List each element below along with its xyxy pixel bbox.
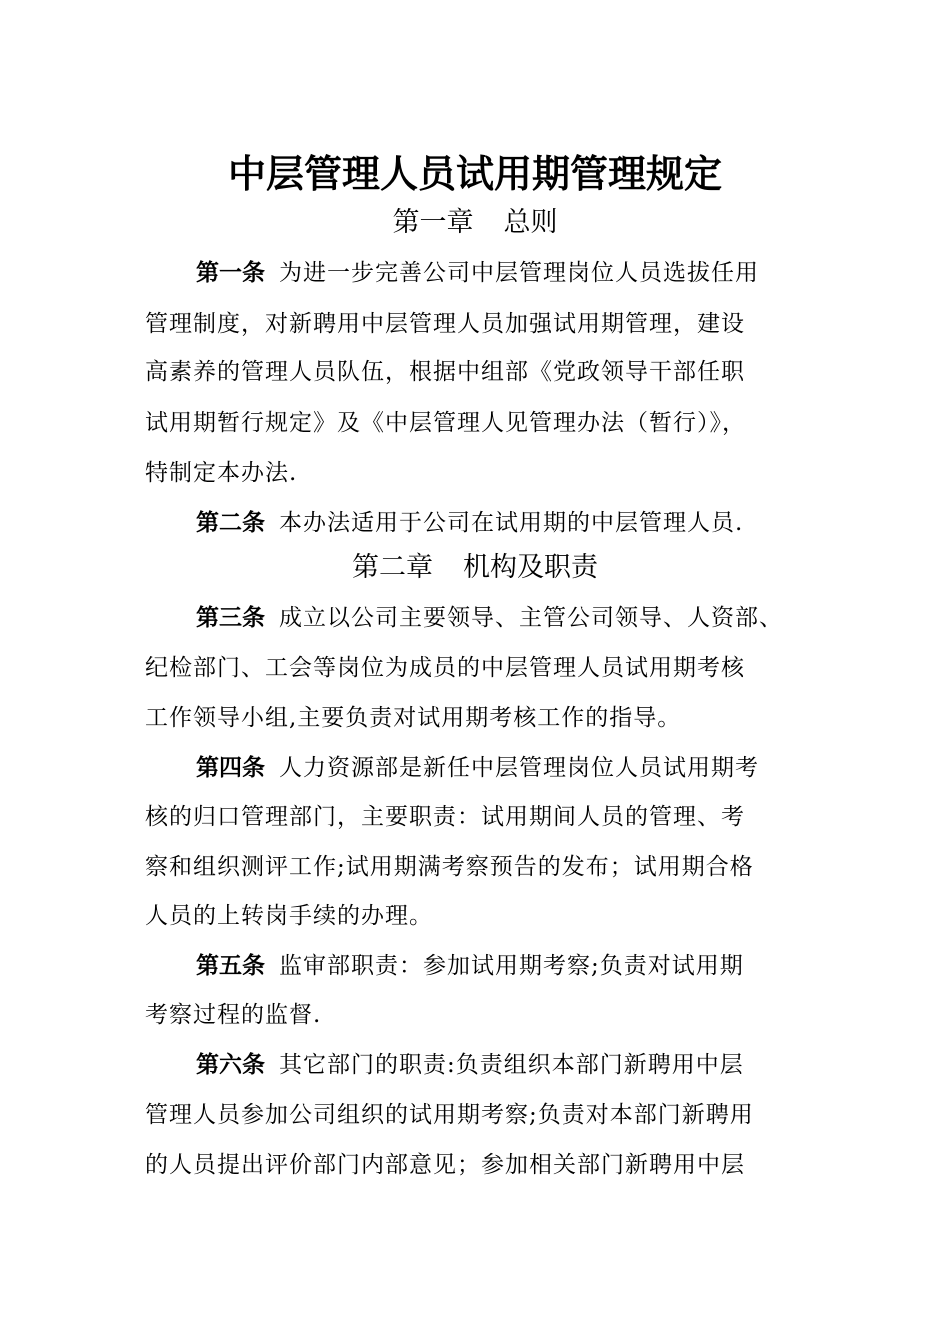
chapter-1-name: 总则	[503, 207, 558, 238]
article-1-line-1	[196, 258, 759, 288]
article-4-line-4: 人员的上转岗手续的办理。	[145, 903, 433, 929]
article-2-label: 第二条	[196, 510, 265, 536]
article-6-line-2: 管理人员参加公司组织的试用期考察;负责对本部门新聘用	[145, 1102, 754, 1128]
article-5-line-2: 考察过程的监督.	[145, 1002, 322, 1028]
article-4-text-1: 人力资源部是新任中层管理岗位人员试用期考	[279, 755, 759, 781]
chapter-2-name: 机构及职责	[463, 552, 598, 583]
article-6-text-1: 其它部门的职责:负责组织本部门新聘用中层	[279, 1052, 744, 1078]
article-3-text-1: 成立以公司主要领导、主管公司领导、人资部、	[279, 605, 783, 631]
article-1-line-5: 特制定本办法.	[145, 460, 298, 486]
document-title: 中层管理人员试用期管理规定	[227, 152, 722, 196]
article-6-label: 第六条	[196, 1052, 265, 1078]
article-1-line-2: 管理制度，对新聘用中层管理人员加强试用期管理，建设	[145, 311, 745, 337]
article-2-line-1	[196, 508, 743, 538]
article-1-line-4: 试用期暂行规定》及《中层管理人见管理办法（暂行）》，	[145, 410, 746, 436]
article-1-line-3: 高素养的管理人员队伍，根据中组部《党政领导干部任职	[145, 359, 745, 385]
article-3-line-1	[196, 603, 783, 633]
article-3-line-2: 纪检部门、工会等岗位为成员的中层管理人员试用期考核	[145, 655, 745, 681]
article-6-line-3: 的人员提出评价部门内部意见；参加相关部门新聘用中层	[145, 1152, 745, 1178]
article-3-label: 第三条	[196, 605, 265, 631]
chapter-1-heading	[0, 205, 950, 241]
article-2-text-1: 本办法适用于公司在试用期的中层管理人员.	[279, 510, 744, 536]
article-6-line-1	[196, 1050, 744, 1080]
article-4-line-1	[196, 753, 759, 783]
chapter-2-label: 第二章	[352, 552, 433, 583]
chapter-1-label: 第一章	[392, 207, 474, 238]
article-1-label: 第一条	[196, 260, 265, 286]
article-3-line-3: 工作领导小组,主要负责对试用期考核工作的指导。	[145, 705, 682, 731]
article-5-label: 第五条	[196, 953, 265, 979]
chapter-2-heading	[0, 550, 950, 586]
article-1-text-1: 为进一步完善公司中层管理岗位人员选拔任用	[279, 260, 759, 286]
article-4-line-3: 察和组织测评工作;试用期满考察预告的发布；试用期合格	[145, 854, 754, 880]
article-5-text-1: 监审部职责：参加试用期考察;负责对试用期	[279, 953, 744, 979]
article-5-line-1	[196, 951, 744, 981]
article-4-line-2: 核的归口管理部门，主要职责：试用期间人员的管理、考	[145, 804, 745, 830]
article-4-label: 第四条	[196, 755, 265, 781]
